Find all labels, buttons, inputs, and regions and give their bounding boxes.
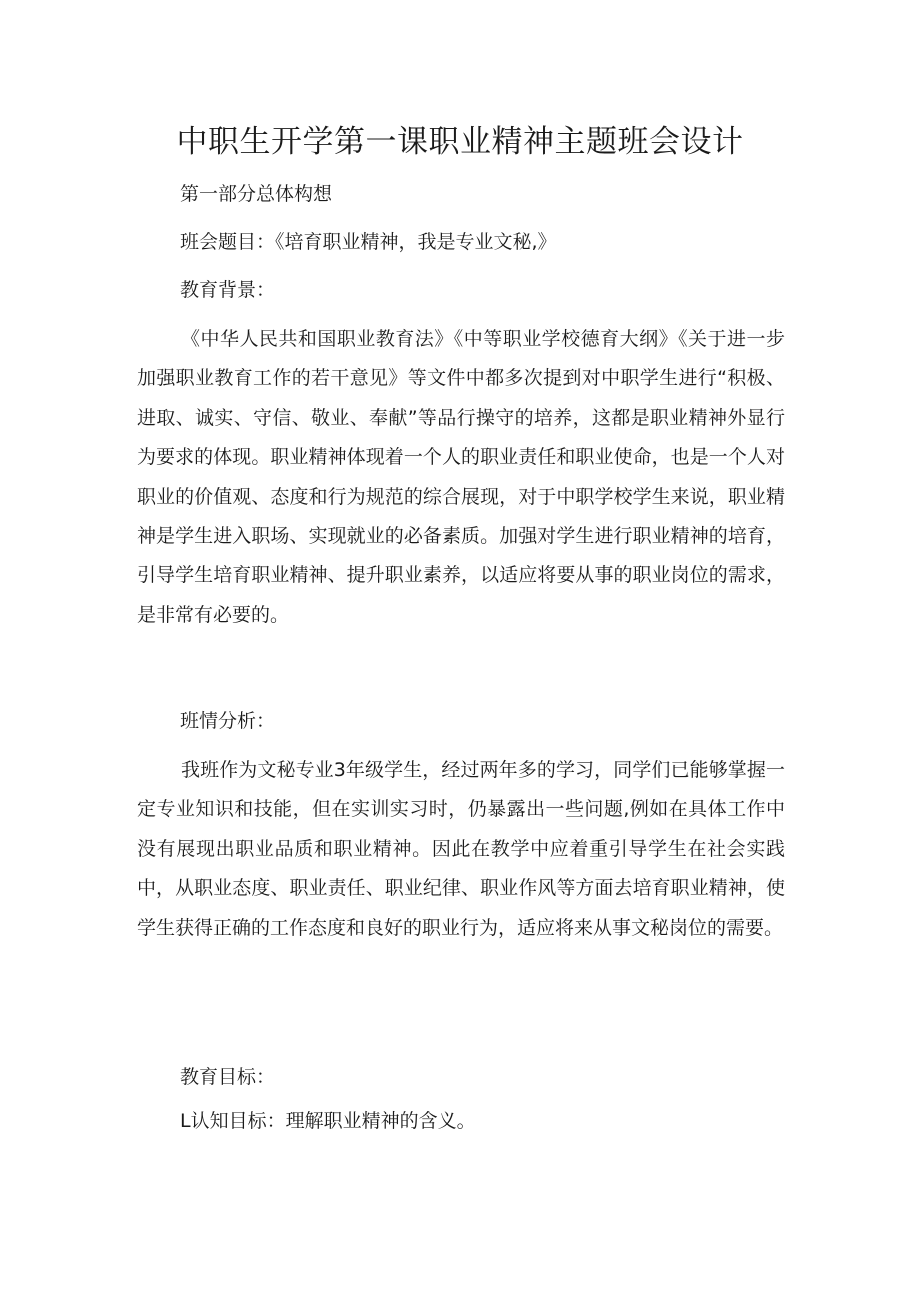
background-heading: 教育背景： bbox=[180, 279, 276, 301]
goal-item-1: L认知目标：理解职业精神的含义。 bbox=[180, 1110, 476, 1132]
background-paragraph: 《中华人民共和国职业教育法》《中等职业学校德育大纲》《关于进一步加强职业教育工作的若干意见》等文件中都多次提到对中职学生进行“积极、进取、诚实、守信、敬业、奉献”等品行操守的培养，这都是职业精神外显行为要求的体现。职业精神体现着一个人的职业责任和职业使命，也是一个人对职业的价值观、态度和行为规范的综合展现，对于中职学校学生来说，职业精神是学生进入职场、实现就业的必备素质。加强对学生进行职业精神的培育，引导学生培育职业精神、提升职业素养，以适应将要从事的职业岗位的需求，是非常有必要的。 bbox=[137, 328, 785, 626]
topic-line: 班会题目：《培育职业精神，我是专业文秘,》 bbox=[180, 231, 557, 253]
class-analysis-heading: 班情分析： bbox=[180, 710, 276, 732]
goals-heading: 教育目标： bbox=[180, 1066, 276, 1088]
document-title: 中职生开学第一课职业精神主题班会设计 bbox=[176, 124, 744, 160]
part-heading: 第一部分总体构想 bbox=[180, 183, 333, 205]
class-analysis-paragraph: 我班作为文秘专业3年级学生，经过两年多的学习，同学们已能够掌握一定专业知识和技能，但在实训实习时，仍暴露出一些问题,例如在具体工作中没有展现出职业品质和职业精神。因此在教学中应着重引导学生在社会实践中，从职业态度、职业责任、职业纪律、职业作风等方面去培育职业精神，使学生获得正确的工作态度和良好的职业行为，适应将来从事文秘岗位的需要。 bbox=[137, 759, 785, 939]
